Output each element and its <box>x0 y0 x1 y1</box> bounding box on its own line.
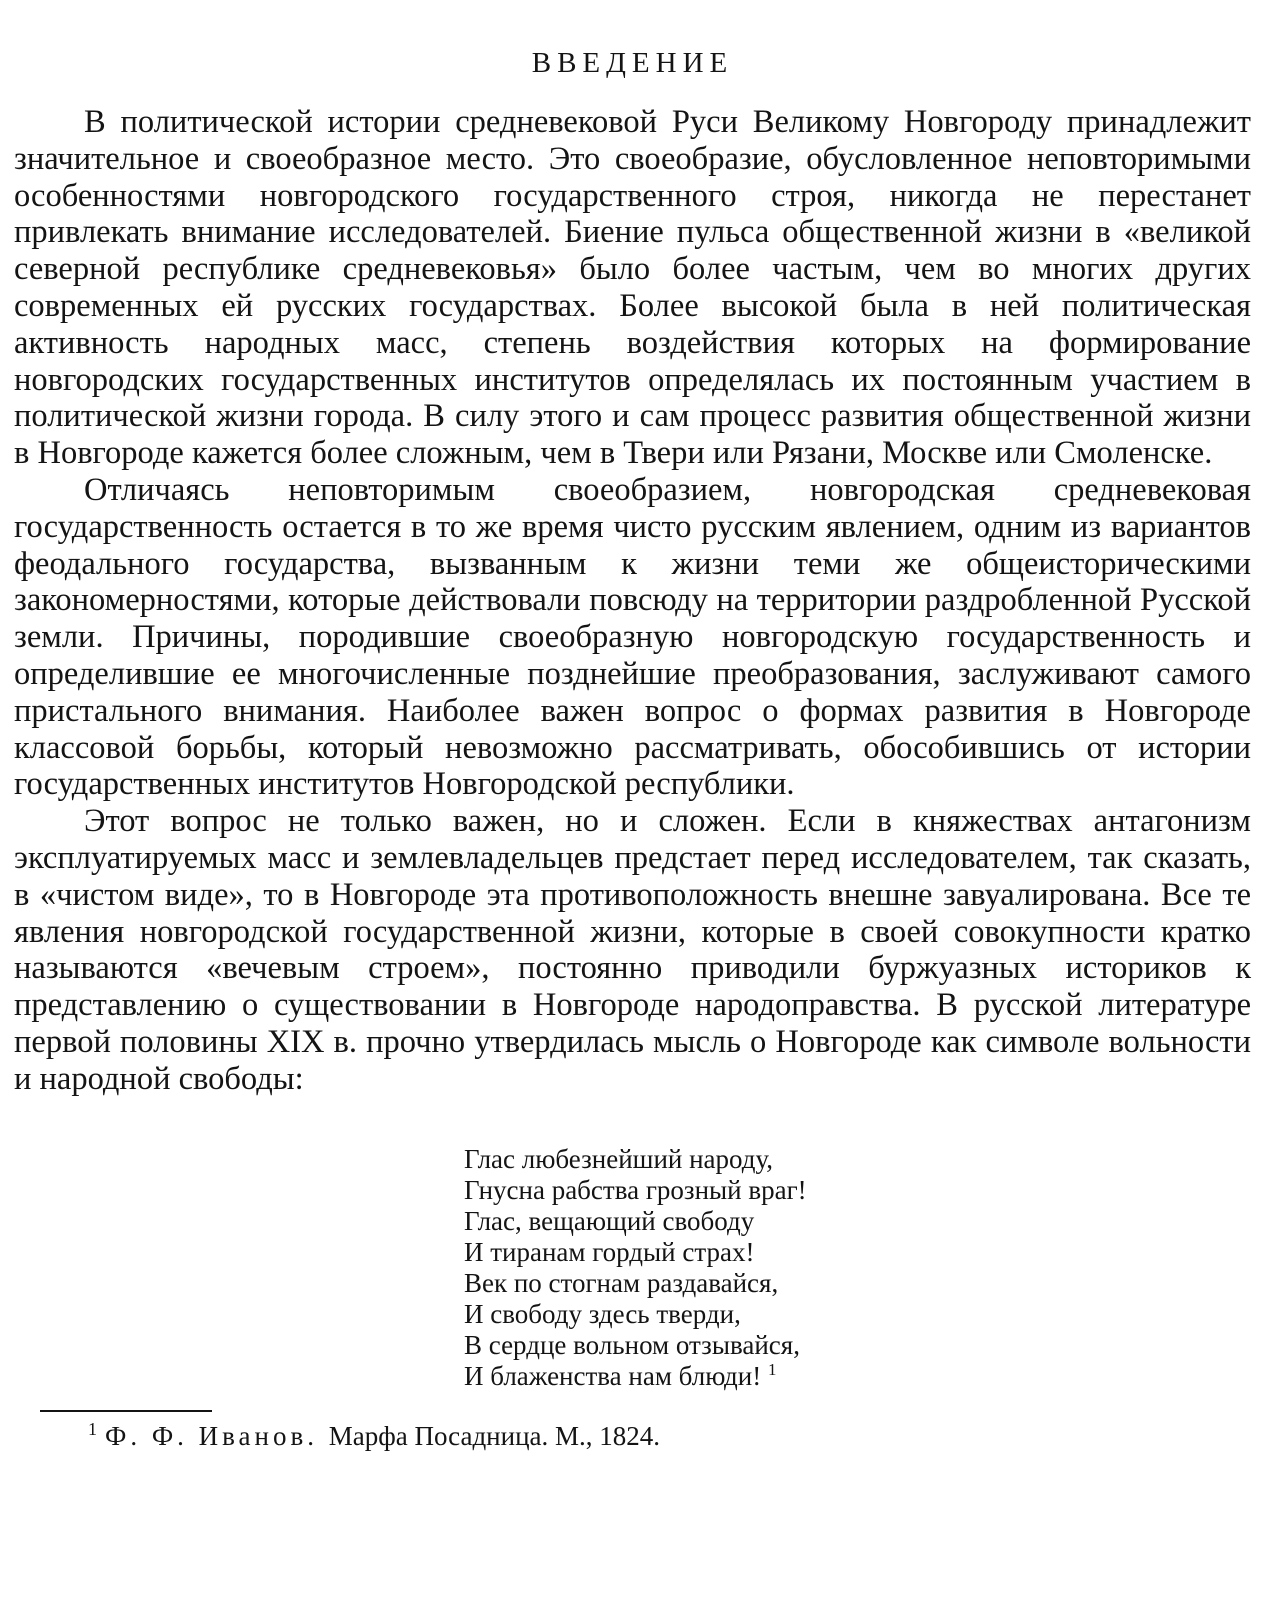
poem-line: Век по стогнам раздавайся, <box>464 1267 779 1298</box>
footnote-reference: 1 <box>767 1359 777 1379</box>
paragraph-3: Этот вопрос не только важен, но и сложен. Если в княжествах антагонизм эксплуатируемых масс и землевладельцев предстает перед исследователем, так сказать, в «чистом виде», то в Новгороде эта противоположность внешне завуалирована. Все те явления новгородской государственной жизни, которые в своей совокупности кратко называются «вечевым строем», постоянно приводили буржуазных историков к представлению о существовании в Новгороде народоправства. В русской литературе первой половины XIX в. прочно утвердилась мысль о Новгороде как символе вольности и народной свободы: <box>14 803 1251 1097</box>
page-title: ВВЕДЕНИЕ <box>531 47 734 79</box>
poem-line: И свободу здесь тверди, <box>464 1298 741 1329</box>
poem-line: Гнусна рабства грозный враг! <box>464 1174 807 1205</box>
poem-line: Глас любезнейший народу, <box>464 1143 774 1174</box>
poem-line: И тиранам гордый страх! <box>464 1236 755 1267</box>
footnote-number: 1 <box>88 1418 97 1439</box>
paragraph-2: Отличаясь неповторимым своеобразием, новгородская средневековая государственность остается в то же время чисто русским явлением, одним из вариантов феодального государства, вызванным к жизни теми же общеисторическими закономерностями, которые действовали повсюду на территории раздробленной Русской земли. Причины, породившие своеобразную новгородскую государственность и определившие ее многочисленные позднейшие преобразования, заслуживают самого пристального внимания. Наиболее важен вопрос о формах развития в Новгороде классовой борьбы, который невозможно рассматривать, обособившись от истории государственных институтов Новгородской республики. <box>14 471 1251 803</box>
poem-line-last <box>464 1361 1251 1392</box>
footnote-author: Ф. Ф. Иванов. <box>105 1420 318 1451</box>
poem-line: Глас, вещающий свободу <box>464 1205 755 1236</box>
paragraph-1: В политической истории средневековой Руси Великому Новгороду принадлежит значительное и своеобразное место. Это своеобразие, обусловленное неповторимыми особенностями новгородского государственного строя, никогда не перестанет привлекать внимание исследователей. Биение пульса общественной жизни в «великой северной республике средневековья» было более частым, чем во многих других современных ей русских государствах. Более высокой была в ней политическая активность народных масс, степень воздействия которых на формирование новгородских государственных институтов определялась их постоянным участием в политической жизни города. В силу этого и сам процесс развития общественной жизни в Новгороде кажется более сложным, чем в Твери или Рязани, Москве или Смоленске. <box>14 104 1251 472</box>
footnote <box>88 1420 1251 1452</box>
footnote-divider <box>40 1410 212 1412</box>
poem-line-text: И блаженства нам блюди! <box>464 1360 762 1391</box>
body-text <box>14 104 1251 1098</box>
poem-quote <box>464 1144 1251 1392</box>
poem-line: В сердце вольном отзывайся, <box>464 1329 800 1360</box>
footnote-text: Марфа Посадница. М., 1824. <box>328 1420 661 1451</box>
